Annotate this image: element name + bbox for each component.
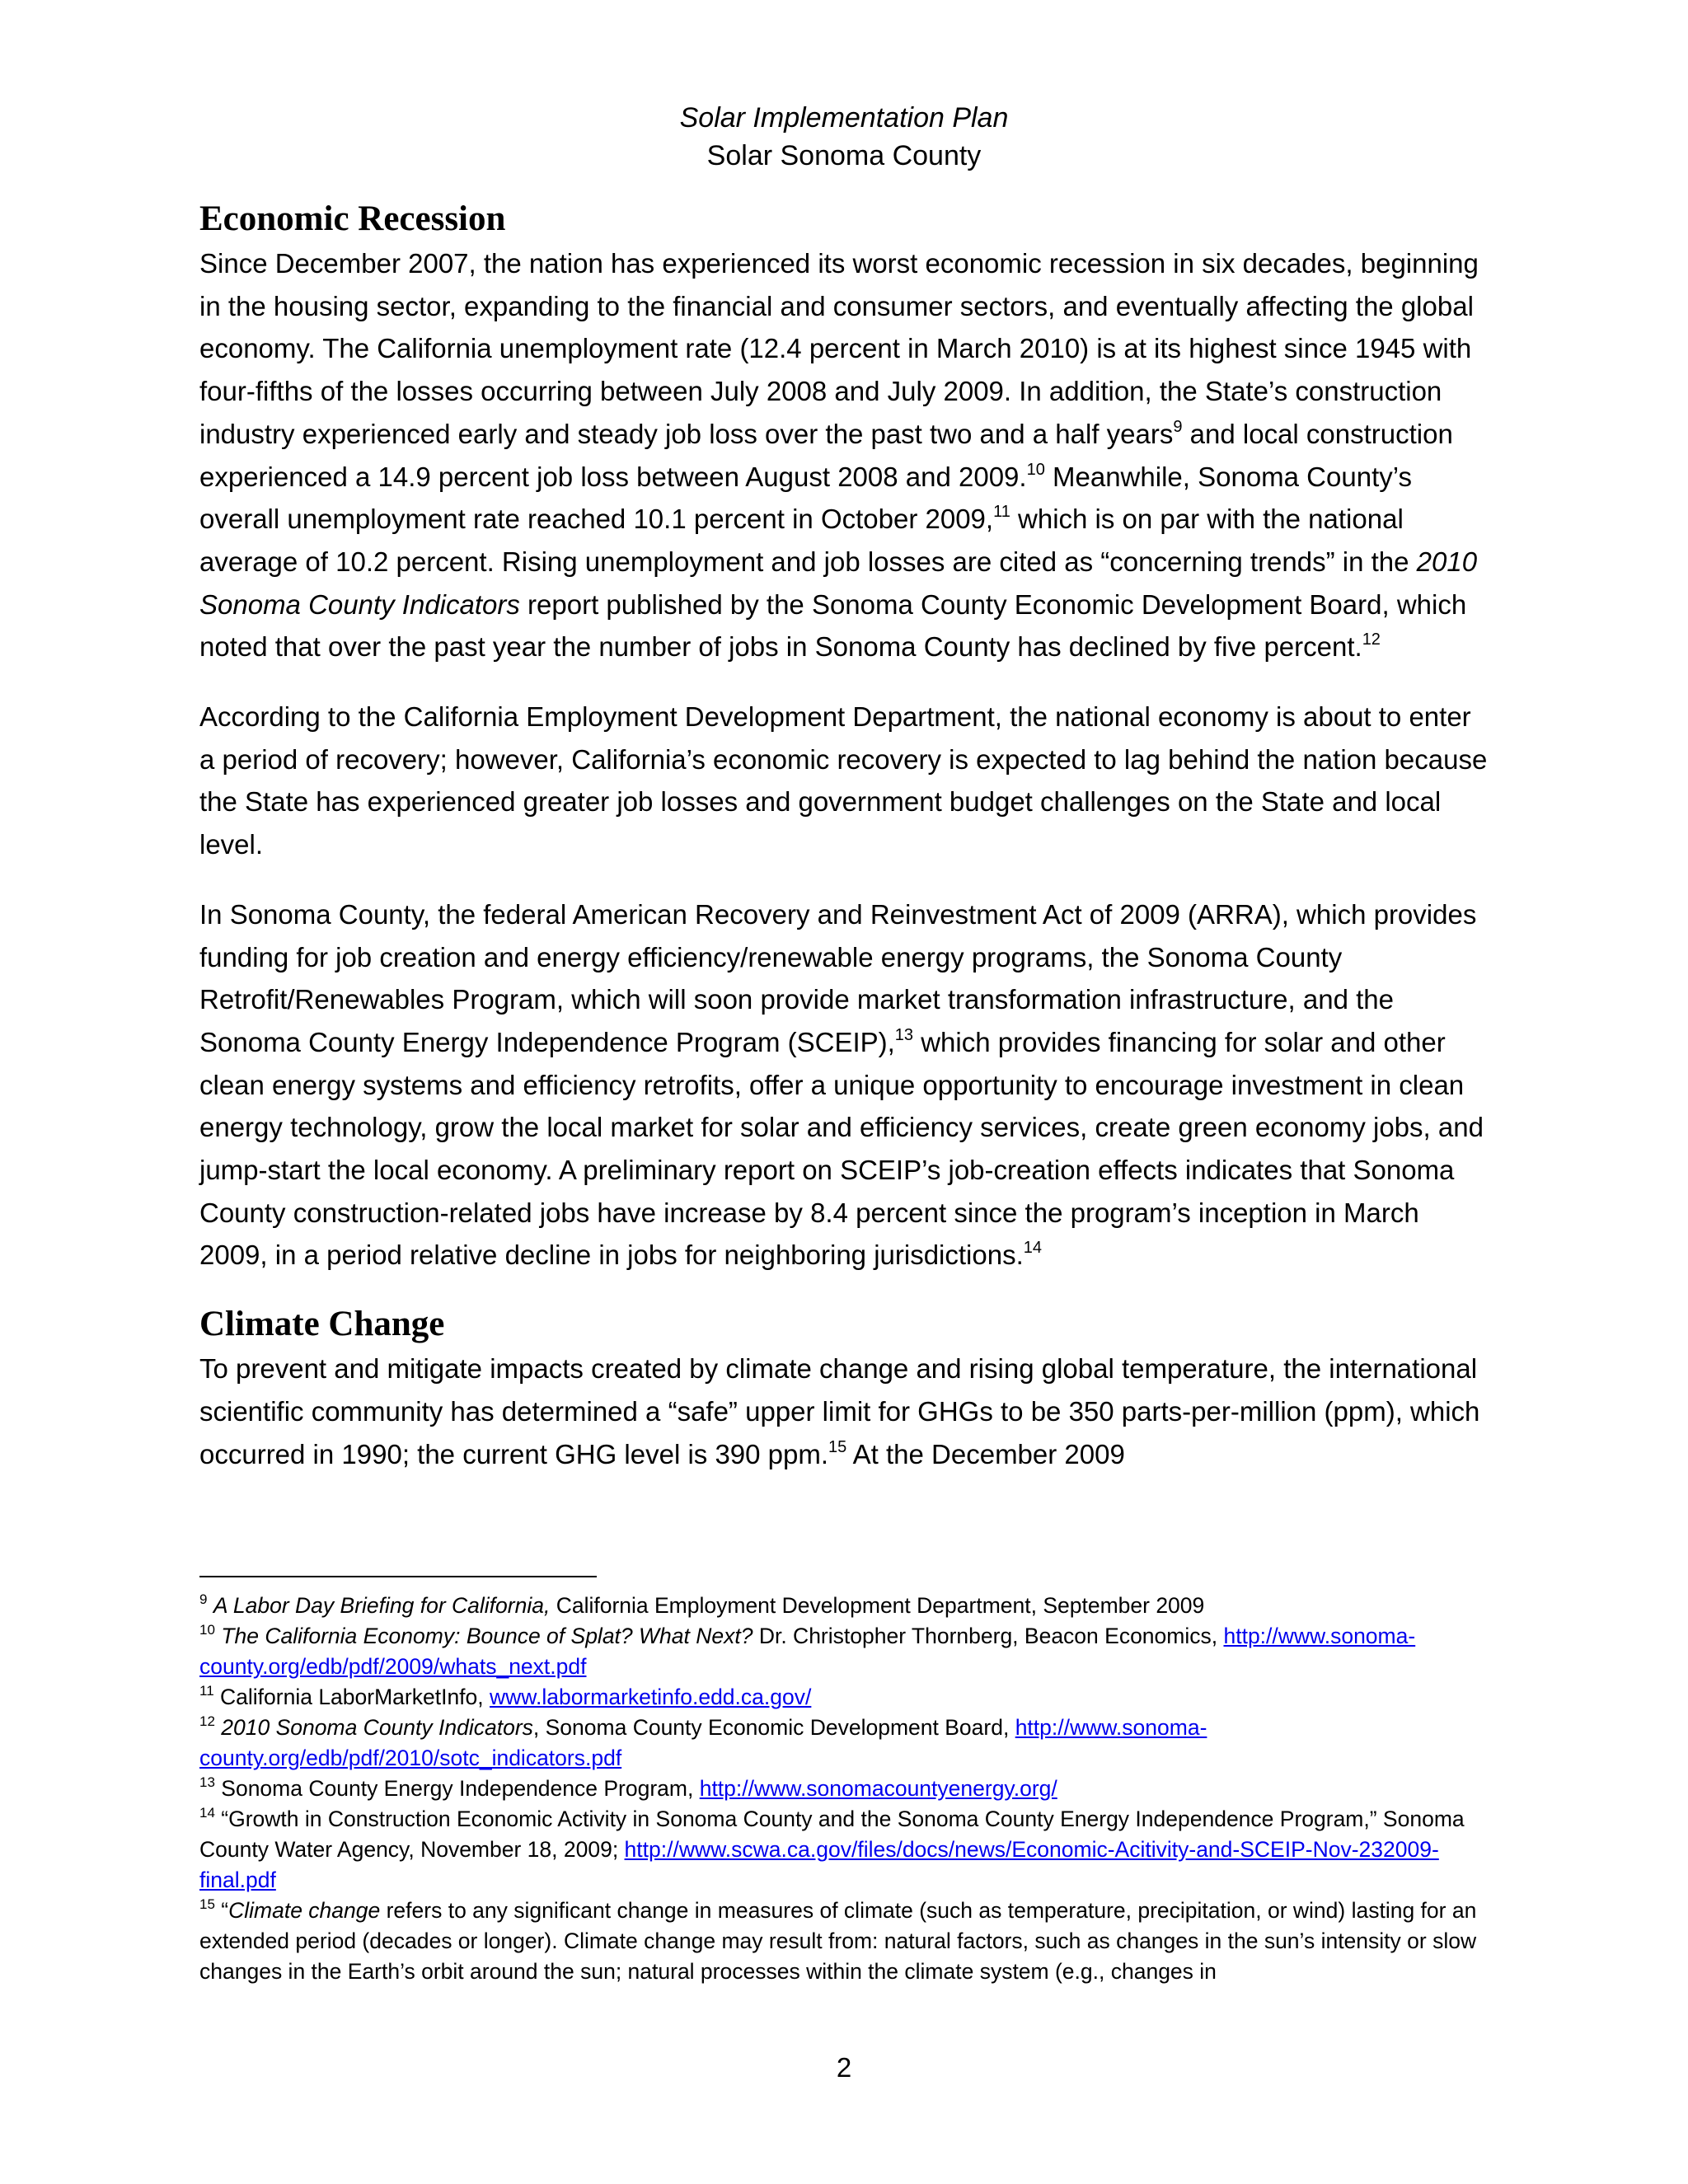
footnote-link[interactable]: www.labormarketinfo.edd.ca.gov/ (490, 1685, 812, 1709)
section-heading-economic-recession: Economic Recession (199, 199, 506, 238)
footnote-ref[interactable]: 12 (1362, 630, 1381, 649)
footnote-link[interactable]: http://www.sonomacountyenergy.org/ (699, 1776, 1057, 1801)
footnote-14: $^{14}$ “Growth in Construction Economic Activity in Sonoma County and the Sonoma County Energy Independence Program,” Sonoma County Water Agency, November 18, 2009; http://www.scwa.ca.gov/files/docs/news/Economic-Acitivity-and-SCEIP-Nov-232009-final.pdf (199, 1805, 1465, 1892)
footnote-12: $^{12}$ 2010 Sonoma County Indicators, Sonoma County Economic Development Board, http://www.sonoma-county.org/edb/pdf/2010/sotc_indicators.pdf (199, 1713, 1207, 1770)
header-subtitle: Solar Sonoma County (706, 140, 982, 171)
footnotes (199, 1591, 1493, 1987)
footnote-9: $^9$ A Labor Day Briefing for California, California Employment Development Department, September 2009 (199, 1591, 1205, 1618)
section-heading-climate-change: Climate Change (199, 1305, 445, 1344)
footnote-10: $^{10}$ The California Economy: Bounce of Splat? What Next? Dr. Christopher Thornberg, Beacon Economics, http://www.sonoma-county.org/edb/pdf/2009/whats_next.pdf (199, 1622, 1416, 1679)
header-title: Solar Implementation Plan (679, 102, 1009, 134)
body-content (199, 196, 1493, 1475)
paragraph: Since December 2007, the nation has experienced its worst economic recession in six decades, beginning in the housing sector, expanding to the financial and consumer sectors, and eventually affecting the global economy. The California unemployment rate (12.4 percent in March 2010) is at its highest since 1945 with four-fifths of the losses occurring between July 2008 and July 2009. In addition, the State’s construction industry experienced early and steady job loss over the past two and a half years$^9$ and local construction experienced a 14.9 percent job loss between August 2008 and 2009.10 Meanwhile, Sonoma County’s overall unemployment rate reached 10.1 percent in October 2009,11 which is on par with the national average of 10.2 percent. Rising unemployment and job losses are cited as “concerning trends” in the 2010 Sonoma County Indicators report published by the Sonoma County Economic Development Board, which noted that over the past year the number of jobs in Sonoma County has declined by five percent.$^{12}$ (199, 248, 1479, 663)
page-number: 2 (836, 2052, 852, 2083)
footnote-link[interactable]: http://www.sonoma-county.org/edb/pdf/2009/whats_next.pdf (199, 1624, 1416, 1679)
paragraph: According to the California Employment Development Department, the national economy is about to enter a period of recovery; however, California’s economic recovery is expected to lag behind the nation because the State has experienced greater job losses and government budget challenges on the State and local level. (199, 701, 1488, 860)
footnote-15: $^{15}$ “Climate change refers to any significant change in measures of climate (such as temperature, precipitation, or wind) lasting for an extended period (decades or longer). Climate change may result from: natural factors, such as changes in the sun’s intensity or slow changes in the Earth’s orbit around the sun; natural processes within the climate system (e.g., changes in (199, 1896, 1477, 1984)
footnote-13: $^{13}$ Sonoma County Energy Independence Program, http://www.sonomacountyenergy.org/ (199, 1774, 1057, 1801)
footnote-ref[interactable]: 11 (993, 503, 1010, 522)
footnote-ref[interactable]: 15 (828, 1437, 847, 1456)
footnote-separator (199, 1576, 597, 1577)
footnote-ref[interactable]: 9 (1173, 417, 1183, 436)
footnote-link[interactable]: http://www.sonoma-county.org/edb/pdf/2010/sotc_indicators.pdf (199, 1715, 1207, 1770)
footnote-11: $^{11}$ California LaborMarketInfo, www.labormarketinfo.edd.ca.gov/ (199, 1683, 812, 1709)
paragraph: In Sonoma County, the federal American Recovery and Reinvestment Act of 2009 (ARRA), which provides funding for job creation and energy efficiency/renewable energy programs, the Sonoma County Retrofit/Renewables Program, which will soon provide market transformation infrastructure, and the Sonoma County Energy Independence Program (SCEIP),$^{13}$ which provides financing for solar and other clean energy systems and efficiency retrofits, offer a unique opportunity to encourage investment in clean energy technology, grow the local market for solar and efficiency services, create green economy jobs, and jump-start the local economy. A preliminary report on SCEIP’s job-creation effects indicates that Sonoma County construction-related jobs have increase by 8.4 percent since the program’s inception in March 2009, in a period relative decline in jobs for neighboring jurisdictions.$^{14}$ (199, 898, 1484, 1271)
footnote-ref[interactable]: 14 (1023, 1239, 1043, 1258)
paragraph: To prevent and mitigate impacts created by climate change and rising global temperature, the international scientific community has determined a “safe” upper limit for GHGs to be 350 parts-per-million (ppm), which occurred in 1990; the current GHG level is 390 ppm.$^{15}$ At the December 2009 (199, 1353, 1480, 1469)
page-header (0, 99, 1688, 175)
footnote-link[interactable]: http://www.scwa.ca.gov/files/docs/news/Economic-Acitivity-and-SCEIP-Nov-232009-final.pdf (199, 1837, 1439, 1892)
footnote-ref[interactable]: 10 (1026, 460, 1045, 479)
report-title: 2010 Sonoma County Indicators (199, 546, 1478, 620)
footnote-ref[interactable]: 13 (894, 1025, 914, 1044)
